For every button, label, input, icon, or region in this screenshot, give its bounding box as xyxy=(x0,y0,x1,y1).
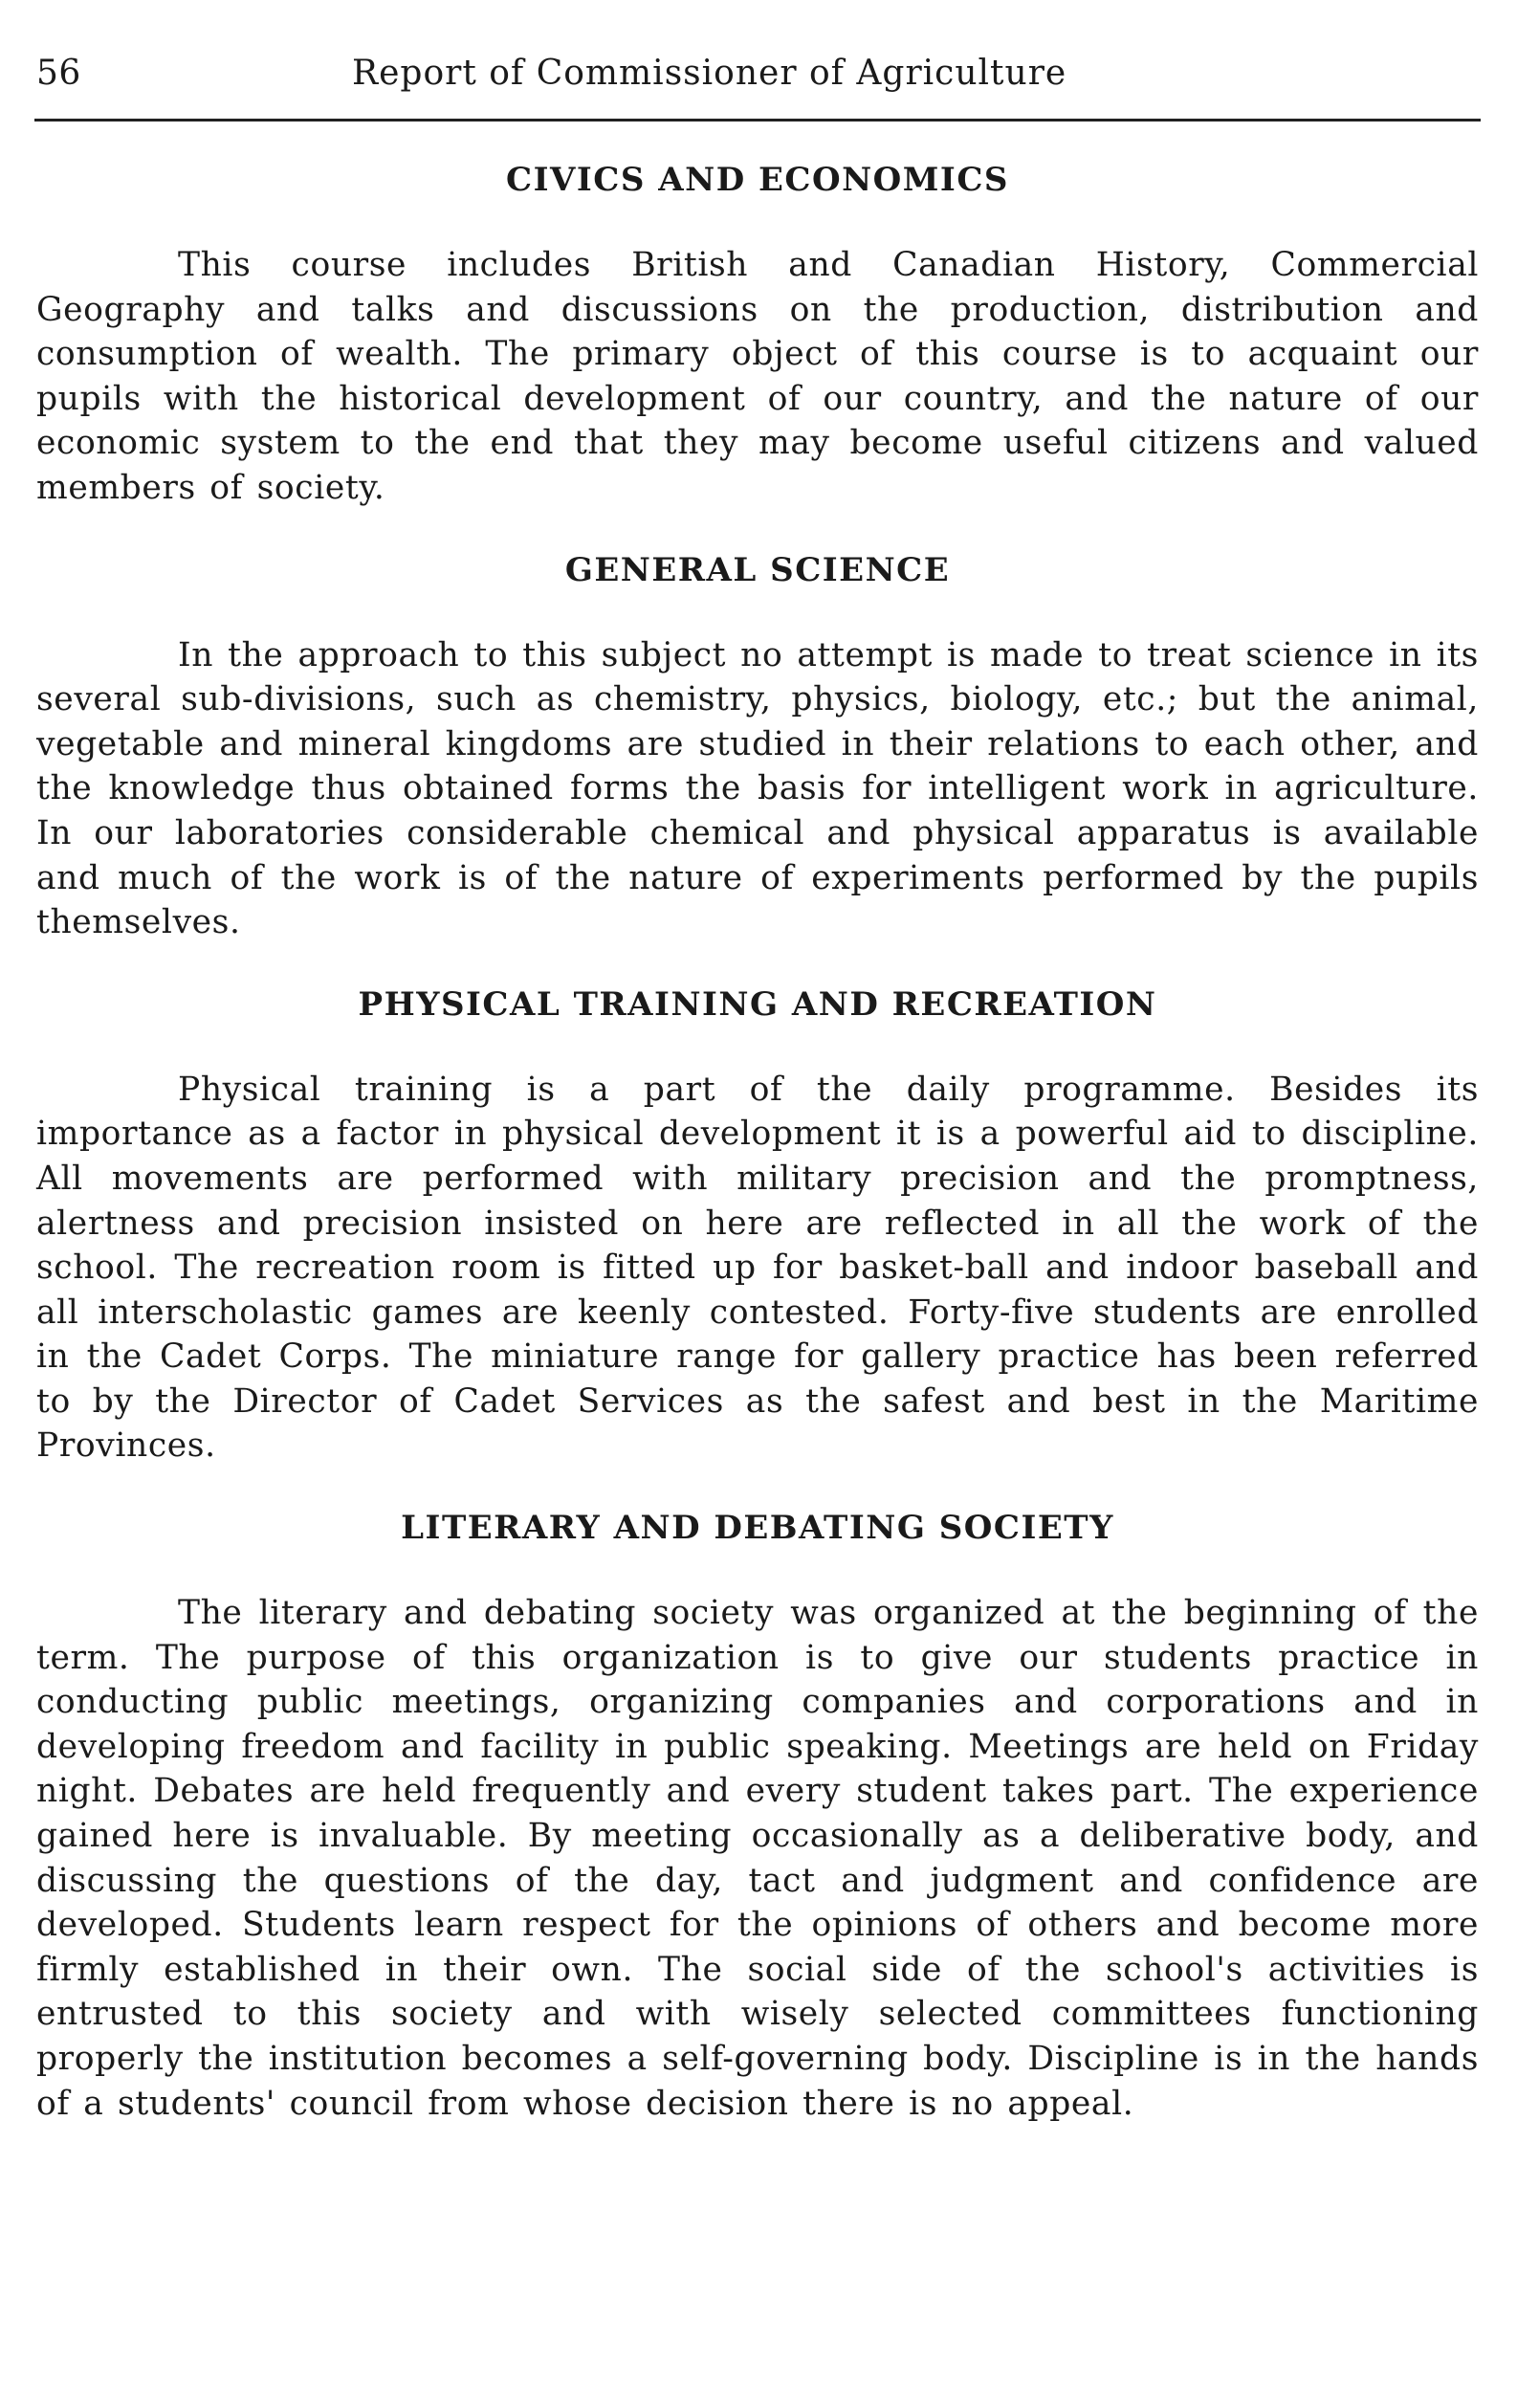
section-paragraph-civics-and-economics: This course includes British and Canadian History, Commercial Geography and talks and discussions on the production, distribution and consumption of wealth. The primary object of this course is to acquaint our pupils with the historical development of our country, and the nature of our economic system to the end that they may become useful citizens and valued members of society. xyxy=(36,246,1479,507)
header-rule xyxy=(34,119,1481,122)
section-paragraph-physical-training: Physical training is a part of the daily programme. Besides its importance as a factor in physical development it is a powerful aid to discipline. All movements are performed with military precision and the promptness, alertness and precision insisted on here are reflected in all the work of the school. The recreation room is fitted up for basket-ball and indoor baseball and all interscholastic games are keenly contested. Forty-five students are enrolled in the Cadet Corps. The miniature range for gallery practice has been referred to by the Director of Cadet Services as the safest and best in the Maritime Provinces. xyxy=(36,1070,1479,1466)
section-heading-literary-and-debating: LITERARY AND DEBATING SOCIETY xyxy=(401,1509,1114,1548)
running-header xyxy=(36,48,1479,115)
section-paragraph-literary-and-debating: The literary and debating society was organized at the beginning of the term. The purpose of this organization is to give our students practice in conducting public meetings, organizing companies and corporations and in developing freedom and facility in public speaking. Meetings are held on Friday night. Debates are held frequently and every student takes part. The experience gained here is invaluable. By meeting occasionally as a deliberative body, and discussing the questions of the day, tact and judgment and confidence are developed. Students learn respect for the opinions of others and become more firmly established in their own. The social side of the school's activities is entrusted to this society and with wisely selected committees functioning properly the institution becomes a self-governing body. Discipline is in the hands of a students' council from whose decision there is no appeal. xyxy=(36,1594,1479,2123)
page-number: 56 xyxy=(36,54,81,93)
document-page xyxy=(36,48,1479,2126)
section-heading-general-science: GENERAL SCIENCE xyxy=(564,550,951,589)
running-title: Report of Commissioner of Agriculture xyxy=(352,54,1067,93)
section-heading-civics-and-economics: CIVICS AND ECONOMICS xyxy=(506,161,1009,199)
section-paragraph-general-science: In the approach to this subject no attempt is made to treat science in its several sub-divisions, such as chemistry, physics, biology, etc.; but the animal, vegetable and mineral kingdoms are studied in their relations to each other, and the knowledge thus obtained forms the basis for intelligent work in agriculture. In our laboratories considerable chemical and physical apparatus is available and much of the work is of the nature of experiments performed by the pupils themselves. xyxy=(36,635,1479,942)
section-heading-physical-training: PHYSICAL TRAINING AND RECREATION xyxy=(358,984,1157,1024)
